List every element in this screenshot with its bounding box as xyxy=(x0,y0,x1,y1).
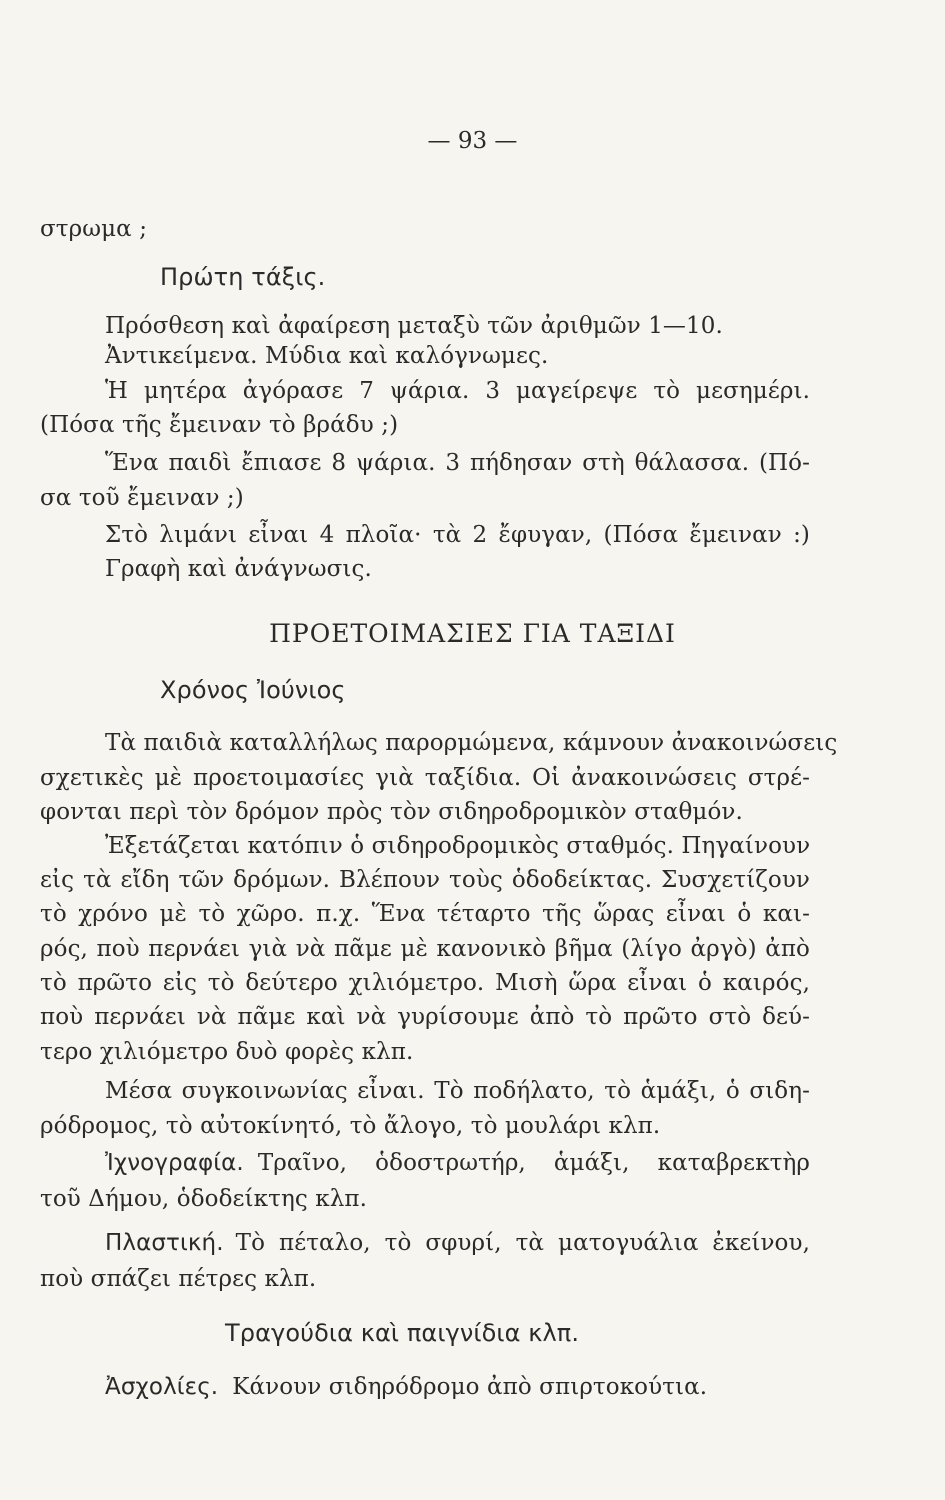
text-line: ρόδρομος, τὸ αὐτοκίνητό, τὸ ἄλογο, τὸ μουλάρι κλπ. xyxy=(40,1113,661,1139)
page-number: — 93 — xyxy=(427,128,518,154)
text-line: ρός, ποὺ περνάει γιὰ νὰ πᾶμε μὲ κανονικὸ βῆμα (λίγο ἀργὸ) ἀπὸ xyxy=(40,936,810,962)
text-line: σα τοῦ ἔμειναν ;) xyxy=(40,485,244,511)
text-line: Ἐξετάζεται κατόπιν ὁ σιδηροδρομικὸς σταθμός. Πηγαίνουν xyxy=(105,833,811,859)
text-line: εἰς τὰ εἴδη τῶν δρόμων. Βλέπουν τοὺς ὁδοδείκτας. Συσχετίζουν xyxy=(40,867,810,893)
plastic-label: Πλαστική. xyxy=(105,1230,224,1256)
text-line: Ἡ μητέρα ἀγόρασε 7 ψάρια. 3 μαγείρεψε τὸ μεσημέρι. xyxy=(105,378,810,404)
activities-line xyxy=(105,1372,810,1402)
activities-text: Κάνουν σιδηρόδρομο ἀπὸ σπιρτοκούτια. xyxy=(232,1374,708,1400)
text-line: σχετικὲς μὲ προετοιμασίες γιὰ ταξίδια. Οἱ ἀνακοινώσεις στρέ- xyxy=(40,765,810,791)
text-line: Πρόσθεση καὶ ἀφαίρεση μεταξὺ τῶν ἀριθμῶν 1—10. xyxy=(105,313,723,339)
drawing-label: Ἰχνογραφία. xyxy=(105,1150,244,1176)
plastic-text: Τὸ πέταλο, τὸ σφυρί, τὰ ματογυάλια ἐκείνου, xyxy=(235,1230,810,1256)
plastic-line xyxy=(105,1228,810,1258)
text-line: Γραφὴ καὶ ἀνάγνωσις. xyxy=(105,556,372,582)
text-line: τερο χιλιόμετρο δυὸ φορὲς κλπ. xyxy=(40,1039,414,1065)
text-line: τοῦ Δήμου, ὁδοδείκτης κλπ. xyxy=(40,1186,368,1212)
text-line: (Πόσα τῆς ἔμειναν τὸ βράδυ ;) xyxy=(40,412,399,438)
section-heading-first-grade: Πρώτη τάξις. xyxy=(160,263,326,291)
text-line: φονται περὶ τὸν δρόμον πρὸς τὸν σιδηροδρομικὸν σταθμόν. xyxy=(40,799,743,825)
top-fragment: στρωμα ; xyxy=(40,216,148,242)
text-line: Ἀντικείμενα. Μύδια καὶ καλόγνωμες. xyxy=(105,343,549,369)
text-line: Ἕνα παιδὶ ἔπιασε 8 ψάρια. 3 πήδησαν στὴ θάλασσα. (Πό- xyxy=(105,450,810,476)
text-line: Τὰ παιδιὰ καταλλήλως παρορμώμενα, κάμνουν ἀνακοινώσεις xyxy=(105,730,838,756)
drawing-line xyxy=(105,1148,810,1178)
songs-heading: Τραγούδια καὶ παιγνίδια κλπ. xyxy=(225,1319,580,1347)
text-line: ποὺ περνάει νὰ πᾶμε καὶ νὰ γυρίσουμε ἀπὸ τὸ πρῶτο στὸ δεύ- xyxy=(40,1004,810,1030)
activities-label: Ἀσχολίες. xyxy=(105,1374,219,1400)
text-line: Μέσα συγκοινωνίας εἶναι. Τὸ ποδήλατο, τὸ ἁμάξι, ὁ σιδη- xyxy=(105,1078,810,1104)
text-line: Στὸ λιμάνι εἶναι 4 πλοῖα· τὰ 2 ἔφυγαν, (Πόσα ἔμειναν :) xyxy=(105,522,810,548)
drawing-text: Τραῖνο, ὁδοστρωτήρ, ἁμάξι, καταβρεκτὴρ xyxy=(257,1150,810,1176)
chapter-subtitle: Χρόνος Ἰούνιος xyxy=(160,676,346,704)
text-line: ποὺ σπάζει πέτρες κλπ. xyxy=(40,1266,317,1292)
text-line: τὸ πρῶτο εἰς τὸ δεύτερο χιλιόμετρο. Μισὴ ὥρα εἶναι ὁ καιρός, xyxy=(40,970,810,996)
chapter-title: ΠΡΟΕΤΟΙΜΑΣΙΕΣ ΓΙΑ ΤΑΞΙΔΙ xyxy=(269,619,676,648)
text-line: τὸ χρόνο μὲ τὸ χῶρο. π.χ. Ἕνα τέταρτο τῆς ὥρας εἶναι ὁ και- xyxy=(40,901,810,927)
